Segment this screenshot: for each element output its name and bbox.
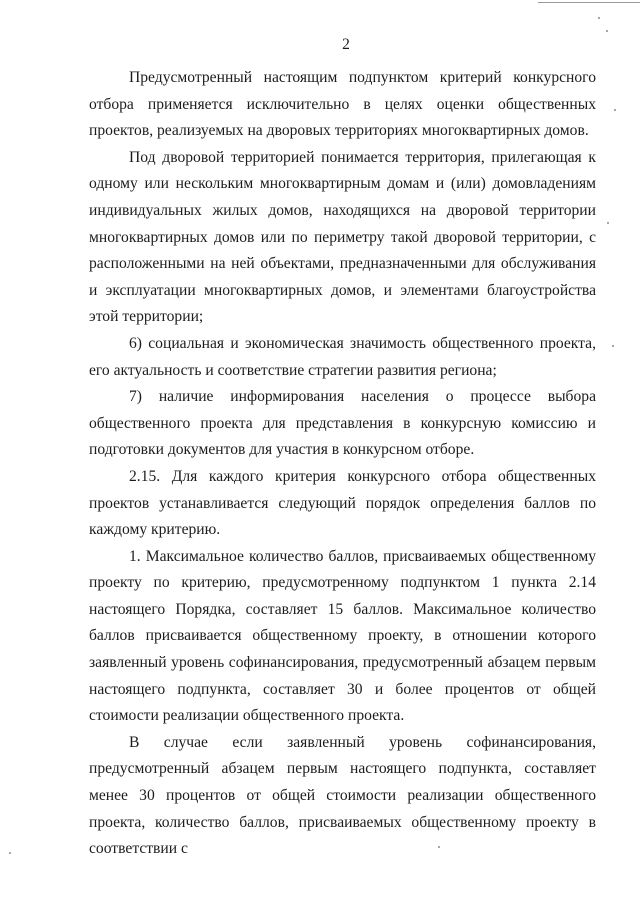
scan-artifact-speck <box>614 109 616 111</box>
scan-artifact-speck <box>9 852 11 854</box>
scan-artifact-speck <box>606 30 608 32</box>
paragraph-criterion-scope: Предусмотренный настоящим подпунктом критерий конкурсного отбора применяется исключительно в целях оценки общественных проектов, реализуемых на дворовых территориях многоквартирных домов. <box>89 69 596 140</box>
paragraph-criterion-6: 6) социальная и экономическая значимость общественного проекта, его актуальность и соответствие стратегии развития региона; <box>89 334 596 379</box>
scan-artifact-line <box>538 2 640 3</box>
page-number: 2 <box>342 36 350 53</box>
scan-artifact-speck <box>607 222 609 224</box>
paragraph-criterion-7: 7) наличие информирования населения о процессе выбора общественного проекта для представления в конкурсную комиссию и подготовки документов для участия в конкурсном отборе. <box>89 388 596 459</box>
paragraph-cofinancing-case: В случае если заявленный уровень софинансирования, предусмотренный абзацем первым настоящего подпункта, составляет менее 30 процентов от общей стоимости реализации общественного проекта, количество баллов, присваиваемых общественному проекту в соответствии с <box>89 733 596 858</box>
document-body <box>89 65 596 863</box>
paragraph-yard-territory-definition: Под дворовой территорией понимается территория, прилегающая к одному или нескольким многоквартирным домам и (или) домовладениям индивидуальных жилых домов, находящихся на дворовой территории многоквартирных домов или по периметру такой дворовой территории, с расположенными на ней объектами, предназначенными для обслуживания и эксплуатации многоквартирных домов, и элементами благоустройства этой территории; <box>89 148 596 326</box>
scan-artifact-speck <box>612 345 614 347</box>
scan-artifact-speck <box>598 17 600 19</box>
paragraph-section-2-15: 2.15. Для каждого критерия конкурсного отбора общественных проектов устанавливается следующий порядок определения баллов по каждому критерию. <box>89 467 596 539</box>
paragraph-scoring-item-1: 1. Максимальное количество баллов, присваиваемых общественному проекту по критерию, предусмотренному подпунктом 1 пункта 2.14 настоящего Порядка, составляет 15 баллов. Максимальное количество баллов присваивается общественному проекту, в отношении которого заявленный уровень софинансирования, предусмотренный абзацем первым настоящего подпункта, составляет 30 и более процентов от общей стоимости реализации общественного проекта. <box>89 547 596 725</box>
